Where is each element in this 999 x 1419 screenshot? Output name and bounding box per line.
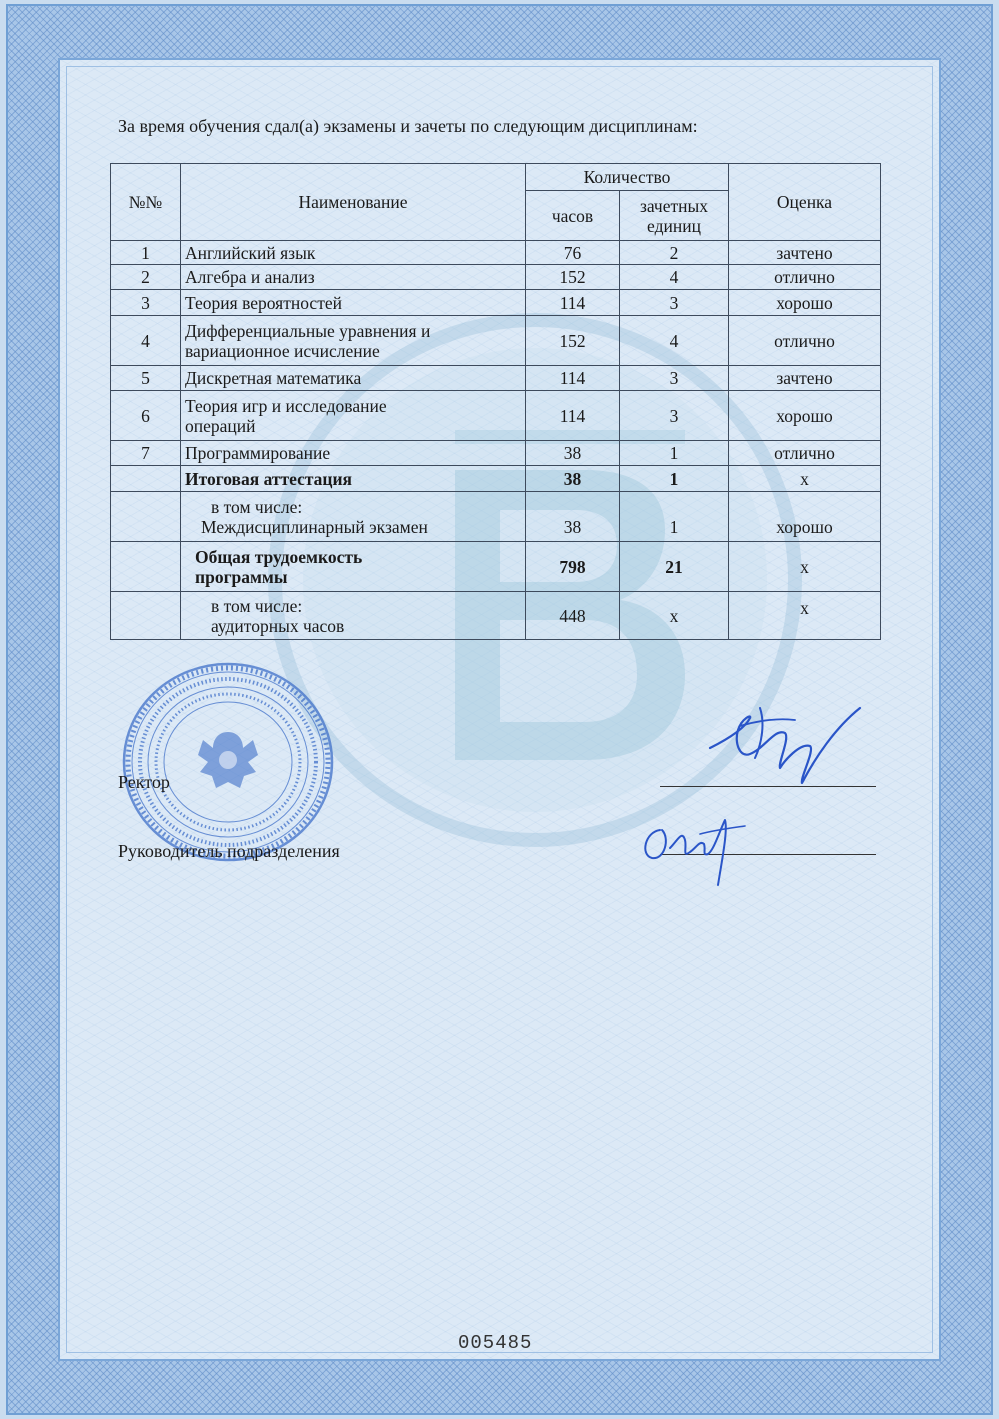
row-hours: 114 (526, 290, 620, 316)
header-num: №№ (111, 164, 181, 241)
total-row (111, 542, 881, 592)
final-sub-units: 1 (620, 492, 729, 542)
row-units: 1 (620, 441, 729, 466)
rector-signature-icon (650, 688, 880, 798)
total-sub-grade: x (729, 592, 881, 640)
final-sub-grade: хорошо (729, 492, 881, 542)
final-sub-line1: в том числе: (211, 496, 303, 517)
header-grade: Оценка (729, 164, 881, 241)
row-hours: 114 (526, 366, 620, 391)
table-row (111, 241, 881, 265)
row-grade: отлично (729, 265, 881, 290)
final-attestation-hours: 38 (526, 466, 620, 492)
row-hours: 152 (526, 265, 620, 290)
official-seal-icon (118, 660, 338, 865)
rector-label: Ректор (118, 772, 170, 792)
head-signature-icon (630, 800, 770, 890)
serial-number: 005485 (458, 1332, 533, 1354)
final-attestation-row (111, 466, 881, 492)
header-units (620, 191, 729, 241)
header-name: Наименование (181, 164, 526, 241)
row-num: 2 (111, 265, 181, 290)
row-num: 6 (111, 391, 181, 441)
row-grade: хорошо (729, 391, 881, 441)
row-name-line2: вариационное исчисление (185, 340, 380, 361)
row-grade: отлично (729, 441, 881, 466)
row-grade: зачтено (729, 366, 881, 391)
final-sub-name (181, 492, 526, 542)
grades-table (110, 163, 881, 640)
row-name: Дискретная математика (181, 366, 526, 391)
row-name: Программирование (181, 441, 526, 466)
row-units: 3 (620, 366, 729, 391)
row-name-line1: Теория игр и исследование (185, 395, 387, 416)
row-units: 4 (620, 265, 729, 290)
row-name: Теория вероятностей (181, 290, 526, 316)
row-name (181, 316, 526, 366)
row-name: Английский язык (181, 241, 526, 265)
final-sub-row (111, 492, 881, 542)
row-hours: 38 (526, 441, 620, 466)
row-num: 3 (111, 290, 181, 316)
total-line1: Общая трудоемкость (195, 546, 363, 567)
total-name (181, 542, 526, 592)
final-sub-hours: 38 (526, 492, 620, 542)
row-num: 1 (111, 241, 181, 265)
total-sub-name (181, 592, 526, 640)
table-row (111, 441, 881, 466)
table-row (111, 265, 881, 290)
final-sub-line2: Междисциплинарный экзамен (201, 516, 428, 537)
row-name (181, 391, 526, 441)
row-num: 4 (111, 316, 181, 366)
final-attestation-name: Итоговая аттестация (181, 466, 526, 492)
row-hours: 152 (526, 316, 620, 366)
row-name-line1: Дифференциальные уравнения и (185, 320, 431, 341)
row-units: 2 (620, 241, 729, 265)
row-units: 4 (620, 316, 729, 366)
header-units-line2: единиц (647, 215, 701, 236)
row-num: 5 (111, 366, 181, 391)
row-name-line2: операций (185, 415, 256, 436)
row-num: 7 (111, 441, 181, 466)
row-grade: отлично (729, 316, 881, 366)
total-sub-units: x (620, 592, 729, 640)
row-hours: 76 (526, 241, 620, 265)
header-quantity: Количество (526, 164, 729, 191)
table-row (111, 316, 881, 366)
row-grade: зачтено (729, 241, 881, 265)
total-units: 21 (620, 542, 729, 592)
header-hours: часов (526, 191, 620, 241)
row-units: 3 (620, 391, 729, 441)
total-hours: 798 (526, 542, 620, 592)
total-grade: x (729, 542, 881, 592)
row-hours: 114 (526, 391, 620, 441)
table-row (111, 391, 881, 441)
total-line2: программы (195, 566, 288, 587)
final-attestation-units: 1 (620, 466, 729, 492)
table-row (111, 290, 881, 316)
head-label: Руководитель подразделения (118, 841, 340, 861)
total-sub-row (111, 592, 881, 640)
total-sub-hours: 448 (526, 592, 620, 640)
total-sub-line1: в том числе: (211, 595, 303, 616)
row-name: Алгебра и анализ (181, 265, 526, 290)
row-units: 3 (620, 290, 729, 316)
table-row (111, 366, 881, 391)
intro-text: За время обучения сдал(а) экзамены и зачеты по следующим дисциплинам: (118, 116, 698, 136)
header-units-line1: зачетных (639, 195, 709, 216)
total-sub-line2: аудиторных часов (211, 615, 345, 636)
row-grade: хорошо (729, 290, 881, 316)
final-attestation-grade: x (729, 466, 881, 492)
